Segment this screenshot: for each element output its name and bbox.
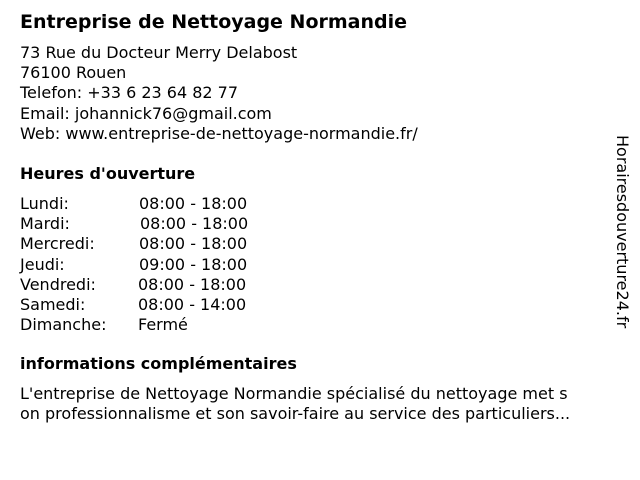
day-label: Lundi: (20, 194, 69, 213)
day-label: Mercredi: (20, 234, 95, 254)
address-line-2: 76100 Rouen (20, 63, 127, 83)
additional-info-heading: informations complémentaires (20, 354, 297, 373)
site-watermark: Horairesdouverture24.fr (613, 135, 632, 329)
time-range: 08:00 - 18:00 (139, 194, 248, 213)
day-label: Dimanche: (20, 315, 107, 335)
description-line-1: L'entreprise de Nettoyage Normandie spécialisé du nettoyage met s (20, 384, 568, 403)
time-range: 08:00 - 18:00 (140, 214, 249, 234)
contact-block (20, 43, 418, 144)
time-range: 08:00 - 14:00 (138, 294, 247, 314)
day-label: Vendredi: (20, 274, 96, 294)
description-line-2: on professionnalisme et son savoir-faire au service des particuliers... (20, 404, 571, 424)
phone-line[interactable]: Telefon: +33 6 23 64 82 77 (20, 83, 239, 103)
day-label: Samedi: (20, 294, 86, 314)
email-line[interactable]: Email: johannick76@gmail.com (20, 103, 272, 123)
opening-hours-heading: Heures d'ouverture (20, 164, 196, 183)
business-description (20, 384, 620, 424)
day-label: Mardi: (20, 214, 70, 234)
day-label: Jeudi: (20, 254, 65, 274)
address-line-1: 73 Rue du Docteur Merry Delabost (20, 43, 298, 62)
time-range: 08:00 - 18:00 (138, 274, 247, 294)
business-name: Entreprise de Nettoyage Normandie (20, 11, 408, 33)
website-line[interactable]: Web: www.entreprise-de-nettoyage-normandie.fr/ (20, 123, 418, 143)
time-range: Fermé (138, 315, 188, 335)
time-range: 09:00 - 18:00 (139, 254, 248, 274)
time-range: 08:00 - 18:00 (139, 234, 248, 254)
